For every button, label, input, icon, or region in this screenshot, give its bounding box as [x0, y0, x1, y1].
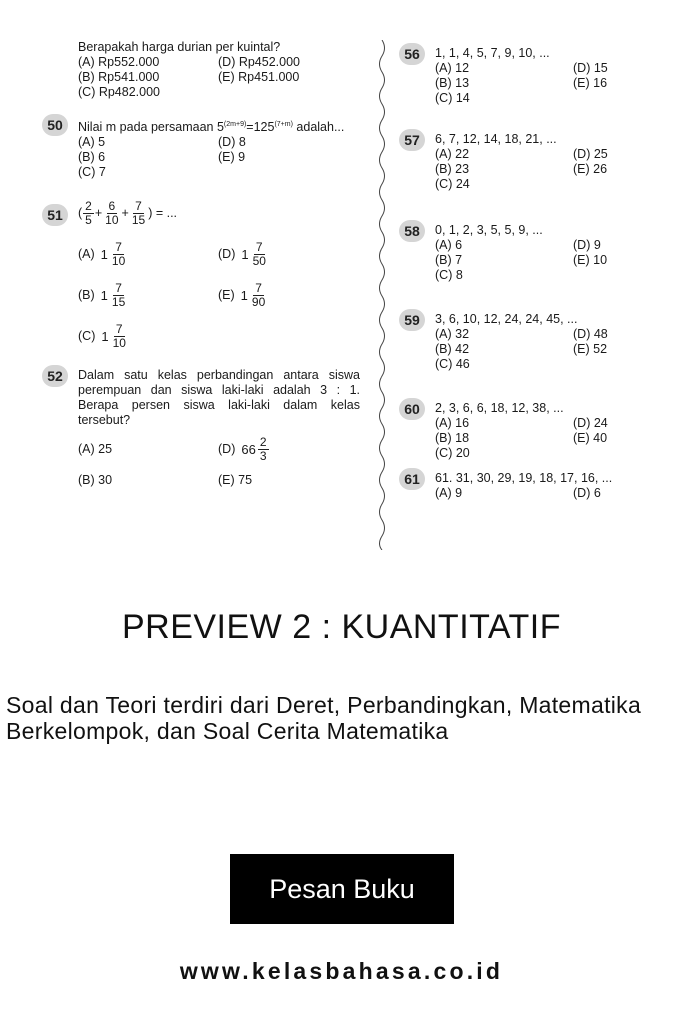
equation-part: adalah...	[292, 120, 345, 135]
option-a: (A) 12	[435, 61, 470, 75]
question-59	[405, 312, 645, 372]
option-d: (D) 8	[218, 135, 246, 150]
option-d: (D) 1 $\frac{7}{50}$	[218, 240, 266, 269]
question-52	[48, 368, 368, 488]
option-d: (D) 9	[573, 238, 601, 252]
option-e: (E) 52	[573, 342, 608, 356]
options	[435, 416, 645, 461]
question-number: 51	[42, 204, 68, 226]
question-number: 59	[399, 309, 425, 331]
website-url[interactable]: www.kelasbahasa.co.id	[179, 958, 504, 984]
question-text: 1, 1, 4, 5, 7, 9, 10, ...	[435, 46, 550, 60]
question-text: 0, 1, 2, 3, 5, 5, 9, ...	[435, 223, 543, 237]
page-title: PREVIEW 2 : KUANTITATIF	[121, 608, 562, 646]
options	[435, 238, 645, 283]
options	[78, 135, 368, 180]
operator: +	[121, 205, 129, 220]
option-b: (B) 7	[435, 253, 463, 267]
fraction: $\frac{6}{10}$	[105, 199, 119, 228]
question-text: 61. 31, 30, 29, 19, 18, 17, 16, ...	[435, 471, 613, 485]
option-b: (B) 23	[435, 162, 470, 176]
question-number: 61	[399, 468, 425, 490]
question-number: 50	[42, 114, 68, 136]
question-61	[405, 471, 645, 501]
right-column	[405, 40, 645, 501]
question-60	[405, 401, 645, 461]
option-e: (E) 40	[573, 431, 608, 445]
option-a: (A) 32	[435, 327, 470, 341]
options	[435, 486, 645, 501]
question-text: Berapakah harga durian per kuintal?	[78, 40, 281, 54]
question-number: 58	[399, 220, 425, 242]
paren: (	[78, 205, 83, 220]
question-text: 3, 6, 10, 12, 24, 24, 45, ...	[435, 312, 578, 326]
option-b: (B) 13	[435, 76, 470, 90]
option-a: (A) Rp552.000	[78, 55, 160, 69]
question-intro	[48, 40, 368, 100]
option-d: (D) 6	[573, 486, 601, 500]
description-text: Soal dan Teori terdiri dari Deret, Perbandingkan, Matematika Berkelompok, dan Soal Cerita Matematika	[6, 692, 642, 744]
question-text: Dalam satu kelas perbandingan antara siswa perempuan dan siswa laki-laki adalah 3 : 1. Berapa persen siswa laki-laki dalam kelas tersebut?	[78, 368, 360, 428]
option-a: (A) 25	[78, 442, 113, 457]
question-number: 56	[399, 43, 425, 65]
option-d: (D) 48	[573, 327, 608, 341]
exponent: (7+m)	[274, 121, 293, 128]
option-e: (E) 16	[573, 76, 608, 90]
option-d: (D) 25	[573, 147, 608, 161]
question-51	[48, 200, 368, 350]
option-b: (B) 42	[435, 342, 470, 356]
paren: ) = ...	[148, 205, 178, 220]
question-50	[48, 117, 368, 180]
option-a: (A) 5	[78, 135, 106, 150]
option-e: (E) 10	[573, 253, 608, 267]
order-book-button[interactable]: Pesan Buku	[230, 854, 454, 924]
option-d: (D) 24	[573, 416, 608, 430]
page-divider	[376, 40, 388, 550]
option-d: (D) 15	[573, 61, 608, 75]
question-56	[405, 46, 645, 106]
options	[78, 436, 368, 488]
option-e: (E) 26	[573, 162, 608, 176]
question-expression	[78, 200, 368, 227]
option-c: (C) 8	[435, 268, 463, 282]
equation-part: Nilai m pada persamaan 5	[78, 120, 224, 135]
option-c: (C) 20	[435, 446, 470, 460]
option-e: (E) 75	[218, 473, 253, 488]
option-a: (A) 1 $\frac{7}{10}$	[78, 240, 126, 269]
question-text: 2, 3, 6, 6, 18, 12, 38, ...	[435, 401, 564, 415]
question-text	[78, 117, 368, 135]
option-e: (E) 1 $\frac{7}{90}$	[218, 281, 266, 310]
left-column	[48, 40, 368, 488]
equation-part: =125	[246, 120, 275, 135]
exponent: (2m+9)	[223, 121, 247, 128]
options	[78, 241, 368, 350]
question-text: 6, 7, 12, 14, 18, 21, ...	[435, 132, 557, 146]
option-a: (A) 9	[435, 486, 463, 500]
options	[78, 55, 368, 100]
option-b: (B) 6	[78, 150, 106, 165]
option-d: (D) 66 $\frac{2}{3}$	[218, 435, 267, 464]
option-b: (B) 1 $\frac{7}{15}$	[78, 281, 126, 310]
fraction: $\frac{2}{5}$	[85, 199, 92, 228]
option-e: (E) 9	[218, 150, 246, 165]
options	[435, 147, 645, 192]
option-a: (A) 6	[435, 238, 463, 252]
option-c: (C) 1 $\frac{7}{10}$	[78, 322, 126, 351]
option-b: (B) 30	[78, 473, 113, 488]
option-c: (C) 24	[435, 177, 470, 191]
option-c: (C) Rp482.000	[78, 85, 160, 99]
options	[435, 327, 645, 372]
option-a: (A) 16	[435, 416, 470, 430]
question-58	[405, 223, 645, 283]
question-number: 57	[399, 129, 425, 151]
option-b: (B) 18	[435, 431, 470, 445]
question-57	[405, 132, 645, 192]
option-c: (C) 14	[435, 91, 470, 105]
option-c: (C) 46	[435, 357, 470, 371]
options	[435, 61, 645, 106]
operator: +	[94, 205, 103, 220]
option-d: (D) Rp452.000	[218, 55, 300, 69]
option-e: (E) Rp451.000	[218, 70, 300, 84]
option-a: (A) 22	[435, 147, 470, 161]
fraction: $\frac{7}{15}$	[131, 199, 146, 228]
option-c: (C) 7	[78, 165, 106, 180]
question-number: 52	[42, 365, 68, 387]
option-b: (B) Rp541.000	[78, 70, 160, 84]
question-number: 60	[399, 398, 425, 420]
